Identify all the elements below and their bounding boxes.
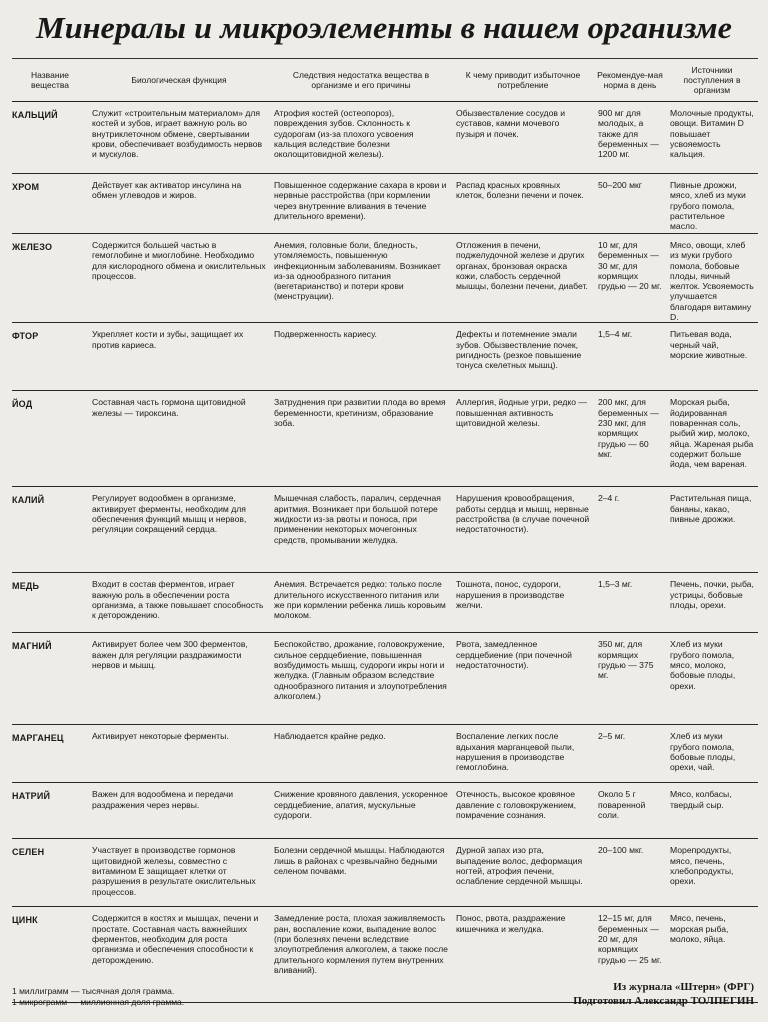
minerals-table [12,58,758,1003]
cell-sources: Морепродукты, мясо, печень, хлебопродукты, орехи. [666,839,758,907]
credits-source: Из журнала «Штерн» (ФРГ) [613,981,754,993]
table-row [12,633,758,725]
cell-norm: 900 мг для молодых, а также для беременных — 1200 мг. [594,102,666,174]
table-header-row [12,59,758,102]
cell-excess: Отечность, высокое кровяное давление с головокружением, помрачение сознания. [452,783,594,839]
header-deficiency: Следствия недостатка вещества в организме и его причины [270,59,452,102]
page-title: Минералы и микроэлементы в нашем организме [36,10,732,45]
cell-norm: 20–100 мкг. [594,839,666,907]
cell-name: ЙОД [12,391,88,487]
cell-name: НАТРИЙ [12,783,88,839]
cell-sources: Молочные продукты, овощи. Витамин D повышает усвояемость кальция. [666,102,758,174]
cell-name: ЦИНК [12,907,88,1003]
table-row [12,725,758,783]
header-excess: К чему приводит избыточное потребление [452,59,594,102]
cell-name: КАЛЬЦИЙ [12,102,88,174]
cell-excess: Понос, рвота, раздражение кишечника и желудка. [452,907,594,1003]
table-row [12,839,758,907]
footnotes [12,986,332,1008]
cell-function: Действует как активатор инсулина на обмен углеводов и жиров. [88,174,270,234]
credits-author: Подготовил Александр ТОЛПЕГИН [573,995,754,1007]
table-row [12,783,758,839]
cell-deficiency: Наблюдается крайне редко. [270,725,452,783]
table-row [12,573,758,633]
cell-name: МАРГАНЕЦ [12,725,88,783]
cell-function: Регулирует водообмен в организме, активирует ферменты, необходим для обеспечения функций мышц и нервов, регуляции сокращений сердца. [88,487,270,573]
minerals-table-container [12,58,758,1003]
cell-function: Составная часть гормона щитовидной железы — тироксина. [88,391,270,487]
table-row [12,174,758,234]
cell-deficiency: Анемия. Встречается редко: только после длительного искусственного питания или же при кормлении ребенка лишь коровьим молоком. [270,573,452,633]
cell-function: Служит «строительным материалом» для костей и зубов, играет важную роль во внутриклеточном обмене, свертывании крови, обеспечивает возбудимость нервов и мускулов. [88,102,270,174]
cell-sources: Мясо, печень, морская рыба, молоко, яйца. [666,907,758,1003]
cell-sources: Хлеб из муки грубого помола, мясо, молоко, бобовые плоды, орехи. [666,633,758,725]
cell-function: Важен для водообмена и передачи раздражения через нервы. [88,783,270,839]
cell-deficiency: Атрофия костей (остеопороз), повреждения зубов. Склонность к судорогам (из-за плохого усвоения кальция вследствие болезни околощитовидной железы). [270,102,452,174]
credits [454,980,754,1008]
cell-function: Участвует в производстве гормонов щитовидной железы, совместно с витамином Е защищает клетки от разрушения в результате окислительных процессов. [88,839,270,907]
cell-sources: Пивные дрожжи, мясо, хлеб из муки грубого помола, растительное масло. [666,174,758,234]
cell-norm: 350 мг, для кормящих грудью — 375 мг. [594,633,666,725]
cell-function: Содержится в костях и мышцах, печени и простате. Составная часть важнейших ферментов, необходим для роста организма и обеспечения способности к деторождению. [88,907,270,1003]
cell-name: ЖЕЛЕЗО [12,234,88,323]
footnote-microgram: 1 микрограмм — миллионная доля грамма. [12,997,185,1007]
cell-excess: Распад красных кровяных клеток, болезни печени и почек. [452,174,594,234]
cell-name: МАГНИЙ [12,633,88,725]
header-name: Название вещества [12,59,88,102]
table-row [12,323,758,391]
cell-sources: Печень, почки, рыба, устрицы, бобовые плоды, орехи. [666,573,758,633]
cell-deficiency: Мышечная слабость, паралич, сердечная аритмия. Возникает при большой потере жидкости из-за рвоты и поноса, при применении некоторых мочегонных средств, промывании желудка. [270,487,452,573]
cell-sources: Морская рыба, йодированная поваренная соль, рыбий жир, молоко, яйца. Жареная рыба содержит больше йода, чем вареная. [666,391,758,487]
cell-function: Входит в состав ферментов, играет важную роль в обеспечении роста организма, а также повышает способность к деторождению. [88,573,270,633]
cell-norm: 12–15 мг, для беременных — 20 мг, для кормящих грудью — 25 мг. [594,907,666,1003]
cell-excess: Рвота, замедленное сердцебиение (при почечной недостаточности). [452,633,594,725]
cell-norm: 1,5–3 мг. [594,573,666,633]
cell-deficiency: Подверженность кариесу. [270,323,452,391]
cell-sources: Мясо, овощи, хлеб из муки грубого помола, бобовые плоды, яичный желток. Усвояемость улучшается благодаря витамину D. [666,234,758,323]
cell-name: МЕДЬ [12,573,88,633]
table-row [12,391,758,487]
cell-name: ХРОМ [12,174,88,234]
header-function: Биологическая функция [88,59,270,102]
cell-function: Активирует некоторые ферменты. [88,725,270,783]
cell-sources: Мясо, колбасы, твердый сыр. [666,783,758,839]
table-row [12,102,758,174]
cell-function: Активирует более чем 300 ферментов, важен для регуляции раздражимости нервов и мышц. [88,633,270,725]
cell-deficiency: Болезни сердечной мышцы. Наблюдаются лишь в районах с чрезвычайно бедными селеном почвами. [270,839,452,907]
cell-sources: Хлеб из муки грубого помола, бобовые плоды, орехи, чай. [666,725,758,783]
cell-function: Укрепляет кости и зубы, защищает их против кариеса. [88,323,270,391]
cell-deficiency: Анемия, головные боли, бледность, утомляемость, повышенную инфекционным заболеваниям. Возникает из-за однообразного питания (вегетарианство) и потери крови (менструации). [270,234,452,323]
cell-deficiency: Замедление роста, плохая заживляемость ран, воспаление кожи, выпадение волос (при болезнях печени вследствие злоупотребления алкоголем, а также после длительного кормления путем внутренних вливаний). [270,907,452,1003]
footnote-milligram: 1 миллиграмм — тысячная доля грамма. [12,986,175,996]
cell-norm: 2–4 г. [594,487,666,573]
cell-excess: Воспаление легких после вдыхания марганцевой пыли, нарушения в производстве гемоглобина. [452,725,594,783]
cell-excess: Дурной запах изо рта, выпадение волос, деформация ногтей, атрофия печени, ослабление сердечной мышцы. [452,839,594,907]
cell-deficiency: Беспокойство, дрожание, головокружение, сильное сердцебиение, повышенная возбудимость мышц, судороги икры ноги и желудка. (Главным образом вследствие однообразного питания и злоупотребления алкоголем.) [270,633,452,725]
cell-function: Содержится большей частью в гемоглобине и миоглобине. Необходимо для кислородного обмена и окислительных процессов. [88,234,270,323]
cell-name: КАЛИЙ [12,487,88,573]
header-norm: Рекомендуе-мая норма в день [594,59,666,102]
cell-excess: Отложения в печени, поджелудочной железе и других органах, бронзовая окраска кожи, слабость сердечной мышцы, болезни печени, диабет. [452,234,594,323]
cell-norm: 50–200 мкг [594,174,666,234]
cell-name: ФТОР [12,323,88,391]
table-row [12,487,758,573]
cell-excess: Нарушения кровообращения, работы сердца и мышц, нервные расстройства (в случае почечной недостаточности). [452,487,594,573]
cell-excess: Тошнота, понос, судороги, нарушения в производстве желчи. [452,573,594,633]
cell-excess: Аллергия, йодные угри, редко — повышенная активность щитовидной железы. [452,391,594,487]
cell-sources: Питьевая вода, черный чай, морские животные. [666,323,758,391]
cell-norm: 200 мкг, для беременных — 230 мкг, для кормящих грудью — 60 мкг. [594,391,666,487]
cell-excess: Обызвествление сосудов и суставов, камни мочевого пузыря и почек. [452,102,594,174]
cell-deficiency: Повышенное содержание сахара в крови и нервные расстройства (при кормлении через внутренние вливания в течение длительного времени). [270,174,452,234]
header-sources: Источники поступления в организм [666,59,758,102]
cell-deficiency: Затруднения при развитии плода во время беременности, кретинизм, образование зоба. [270,391,452,487]
table-row [12,234,758,323]
cell-norm: 2–5 мг. [594,725,666,783]
cell-norm: 10 мг, для беременных — 30 мг, для кормящих грудью — 20 мг. [594,234,666,323]
cell-excess: Дефекты и потемнение эмали зубов. Обызвествление почек, ригидность (резкое повышение тонуса скелетных мышц). [452,323,594,391]
cell-name: СЕЛЕН [12,839,88,907]
cell-sources: Растительная пища, бананы, какао, пивные дрожжи. [666,487,758,573]
cell-norm: Около 5 г поваренной соли. [594,783,666,839]
cell-norm: 1,5–4 мг. [594,323,666,391]
cell-deficiency: Снижение кровяного давления, ускоренное сердцебиение, апатия, мускульные судороги. [270,783,452,839]
